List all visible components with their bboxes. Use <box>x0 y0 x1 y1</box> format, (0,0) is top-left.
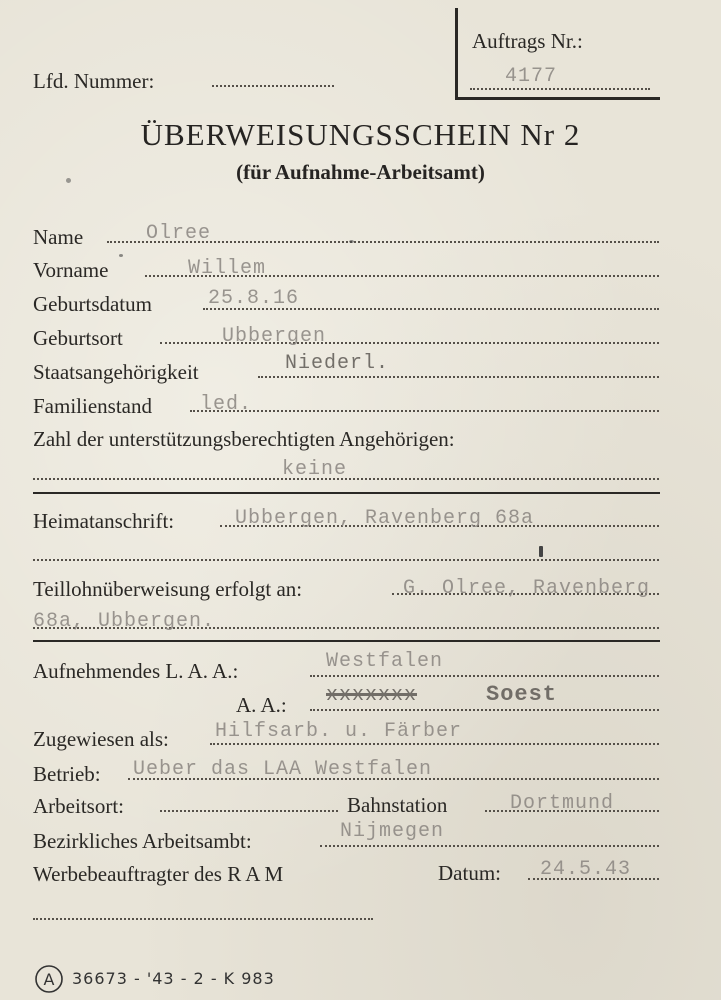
bezirk-label: Bezirkliches Arbeitsambt: <box>33 829 252 853</box>
bahnstation-label: Bahnstation <box>347 793 448 817</box>
section-divider-2 <box>33 640 660 642</box>
familienstand-line <box>190 410 659 412</box>
document-title: ÜBERWEISUNGSSCHEIN Nr 2 <box>140 117 581 152</box>
laa-value: Westfalen <box>326 650 444 673</box>
aa-line <box>310 709 659 711</box>
document-subtitle: (für Aufnahme-Arbeitsamt) <box>236 160 485 184</box>
printer-mark-letter: A <box>43 970 55 989</box>
heimatanschrift-line-2 <box>33 559 659 561</box>
werbebeauftragter-label: Werbebeauftragter des R A M <box>33 862 284 886</box>
staatsangehoerigkeit-value: Niederl. <box>285 352 390 375</box>
teillohn-value: G. Olree, Ravenberg <box>403 577 651 600</box>
aa-value: Soest <box>486 682 558 707</box>
angehoerige-value: keine <box>282 458 348 481</box>
staatsangehoerigkeit-label: Staatsangehörigkeit <box>33 360 199 384</box>
teillohn-label: Teillohnüberweisung erfolgt an: <box>33 577 303 601</box>
geburtsdatum-value: 25.8.16 <box>208 287 300 310</box>
paper-speck <box>119 254 123 257</box>
bezirk-line <box>320 845 659 847</box>
vorname-label: Vorname <box>33 258 109 282</box>
name-value: Olree <box>146 222 212 245</box>
lfd-nummer-line <box>212 85 334 87</box>
zugewiesen-line <box>210 743 659 745</box>
staatsangehoerigkeit-line <box>258 376 659 378</box>
teillohn-value-2: 68a, Ubbergen. <box>33 610 216 633</box>
heimatanschrift-value: Ubbergen, Ravenberg 68a <box>235 507 535 530</box>
auftrags-label: Auftrags Nr.: <box>472 29 583 53</box>
laa-label: Aufnehmendes L. A. A.: <box>33 659 239 683</box>
bahnstation-value: Dortmund <box>510 792 615 815</box>
arbeitsort-label: Arbeitsort: <box>33 794 124 818</box>
paper-speck <box>349 240 354 243</box>
betrieb-label: Betrieb: <box>33 762 101 786</box>
geburtsort-value: Ubbergen <box>222 325 327 348</box>
form-code: 36673 - '43 - 2 - K 983 <box>72 969 275 988</box>
familienstand-label: Familienstand <box>33 394 152 418</box>
datum-label: Datum: <box>438 861 501 885</box>
name-label: Name <box>33 225 84 249</box>
bezirk-value: Nijmegen <box>340 820 445 843</box>
auftrags-value: 4177 <box>505 65 558 88</box>
auftrags-box-bottom-border <box>455 97 660 100</box>
betrieb-value: Ueber das LAA Westfalen <box>133 758 433 781</box>
signature-line <box>33 918 373 920</box>
aa-struck-value: xxxxxxx <box>326 684 418 707</box>
printer-mark-icon <box>34 964 64 994</box>
auftrags-box-left-border <box>455 8 458 100</box>
geburtsdatum-label: Geburtsdatum <box>33 292 152 316</box>
aa-label: A. A.: <box>236 693 287 717</box>
laa-line <box>310 675 659 677</box>
paper-speck <box>66 178 71 183</box>
datum-value: 24.5.43 <box>540 858 632 881</box>
vorname-value: Willem <box>188 257 267 280</box>
lfd-nummer-label: Lfd. Nummer: <box>33 69 155 93</box>
familienstand-value: led. <box>200 393 253 416</box>
geburtsort-label: Geburtsort <box>33 326 123 350</box>
arbeitsort-line <box>160 810 338 812</box>
angehoerige-label: Zahl der unterstützungsberechtigten Angehörigen: <box>33 427 455 451</box>
heimatanschrift-label: Heimatanschrift: <box>33 509 175 533</box>
ink-mark <box>539 546 543 557</box>
auftrags-line <box>470 88 650 90</box>
zugewiesen-label: Zugewiesen als: <box>33 727 169 751</box>
zugewiesen-value: Hilfsarb. u. Färber <box>215 720 463 743</box>
section-divider <box>33 492 660 494</box>
